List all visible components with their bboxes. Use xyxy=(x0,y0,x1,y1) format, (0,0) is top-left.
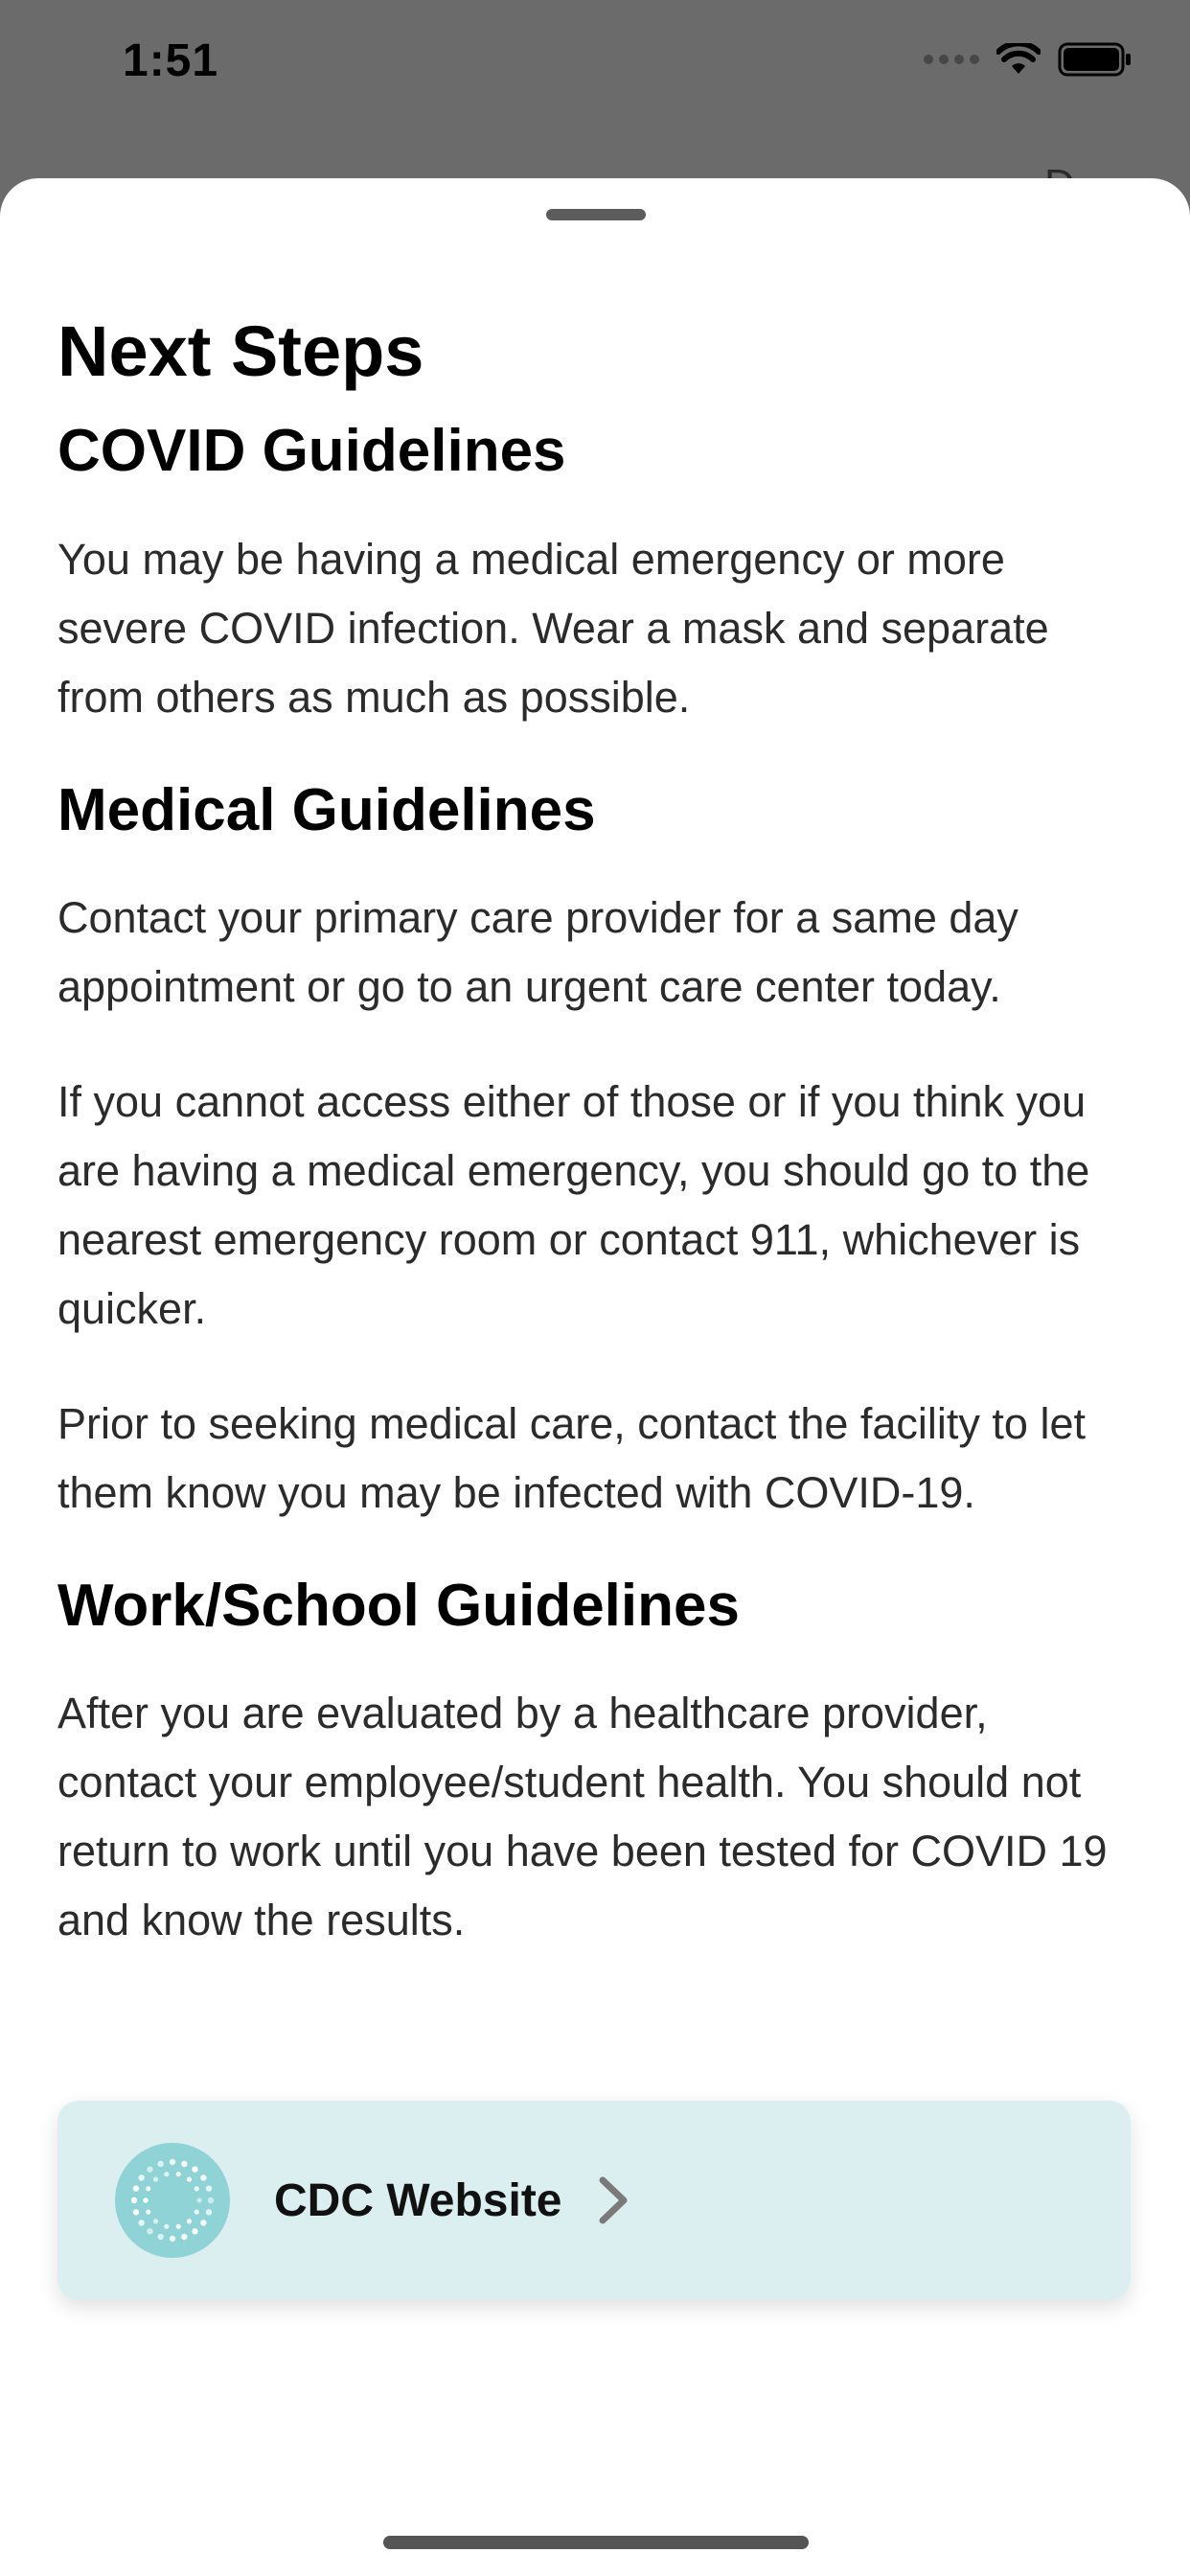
battery-icon xyxy=(1058,42,1133,77)
status-time: 1:51 xyxy=(123,35,219,86)
home-indicator[interactable] xyxy=(383,2536,809,2549)
sheet-content xyxy=(57,312,1131,2001)
cellular-signal-icon xyxy=(924,55,979,64)
section-title-work-school: Work/School Guidelines xyxy=(57,1572,740,1639)
next-steps-sheet xyxy=(0,178,1190,2576)
covid-paragraph: You may be having a medical emergency or more severe COVID infection. Wear a mask and separate from others as much as possible. xyxy=(57,534,1049,722)
status-indicators xyxy=(924,42,1133,77)
medical-paragraph-3: Prior to seeking medical care, contact the facility to let them know you may be infected with COVID-19. xyxy=(57,1398,1086,1517)
status-bar xyxy=(0,0,1190,134)
medical-paragraph-2: If you cannot access either of those or if you think you are having a medical emergency, you should go to the nearest emergency room or contact 911, whichever is quicker. xyxy=(57,1076,1090,1333)
section-title-covid: COVID Guidelines xyxy=(57,418,566,485)
work-school-paragraph: After you are evaluated by a healthcare provider, contact your employee/student health. You should not return to work until you have been tested for COVID 19 and know the results. xyxy=(57,1688,1108,1944)
medical-paragraph-1: Contact your primary care provider for a same day appointment or go to an urgent care center today. xyxy=(57,892,1018,1011)
chevron-right-icon xyxy=(597,2174,629,2226)
wifi-icon xyxy=(996,43,1041,76)
dotted-circle-icon xyxy=(115,2143,230,2258)
section-title-medical: Medical Guidelines xyxy=(57,776,596,843)
cdc-website-button[interactable] xyxy=(57,2101,1131,2300)
sheet-grabber[interactable] xyxy=(546,209,646,220)
cdc-website-label: CDC Website xyxy=(274,2174,562,2226)
page-title: Next Steps xyxy=(57,311,424,391)
